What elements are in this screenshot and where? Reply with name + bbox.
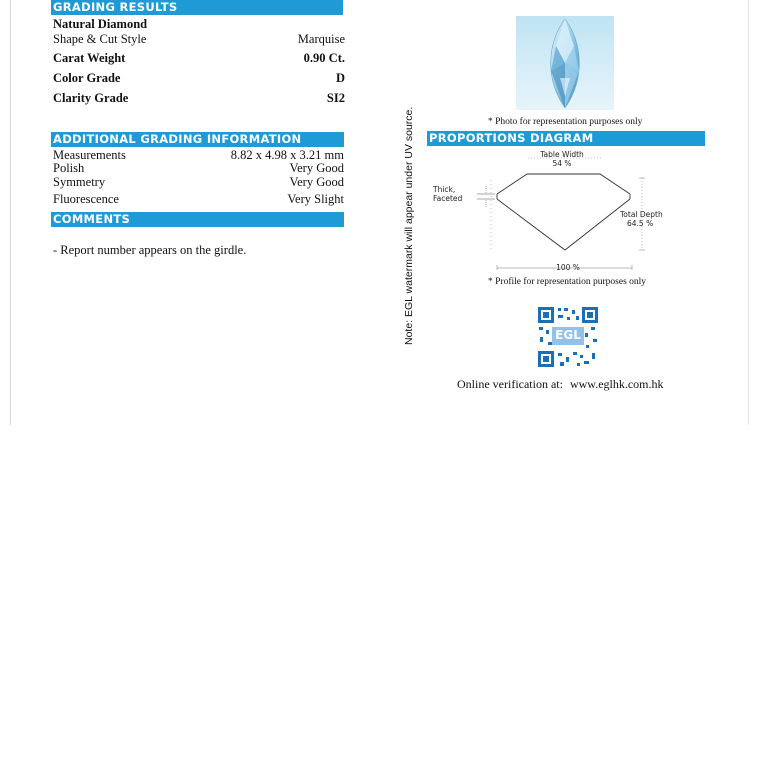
marquise-diamond-icon (516, 16, 614, 110)
clarity-grade-value: SI2 (326, 91, 345, 105)
verification-row (457, 377, 664, 392)
comments-text: - Report number appears on the girdle. (53, 243, 247, 257)
verification-label: Online verification at: (457, 377, 563, 391)
natural-diamond-label: Natural Diamond (53, 17, 148, 31)
carat-weight-value: 0.90 Ct. (303, 51, 345, 65)
table-width-value: 54 % (552, 159, 572, 168)
table-width-label: Table Width (540, 150, 584, 159)
page-edge-left (10, 0, 11, 425)
proportions-diagram (425, 150, 705, 270)
symmetry-value: Very Good (289, 175, 344, 189)
comments-header: COMMENTS (51, 212, 344, 227)
total-depth-value: 64.5 % (627, 219, 654, 228)
proportions-header: PROPORTIONS DIAGRAM (427, 131, 705, 146)
verification-qr-code[interactable] (536, 305, 600, 369)
grading-results-header: GRADING RESULTS (51, 0, 343, 15)
uv-watermark-note: Note: EGL watermark will appear under UV source. (403, 106, 415, 345)
qr-logo: EGL (555, 328, 581, 342)
girdle-label-faceted: Faceted (433, 194, 463, 203)
color-grade-value: D (335, 71, 345, 85)
additional-info-header: ADDITIONAL GRADING INFORMATION (51, 132, 344, 147)
photo-caption: * Photo for representation purposes only (488, 117, 643, 127)
verification-url[interactable]: www.eglhk.com.hk (569, 377, 664, 391)
girdle-label-thick: Thick, (433, 185, 456, 194)
fluorescence-value: Very Slight (287, 192, 344, 206)
shape-cut-label: Shape & Cut Style (53, 32, 147, 46)
symmetry-label: Symmetry (53, 175, 106, 189)
polish-label: Polish (53, 161, 85, 175)
clarity-grade-label: Clarity Grade (53, 91, 129, 105)
page-edge-right (748, 0, 749, 425)
measurements-value: 8.82 x 4.98 x 3.21 mm (230, 148, 344, 162)
carat-weight-label: Carat Weight (53, 51, 126, 65)
diamond-photo (516, 16, 614, 110)
measurements-label: Measurements (53, 148, 126, 162)
polish-value: Very Good (289, 161, 344, 175)
color-grade-label: Color Grade (53, 71, 121, 85)
width-value: 100 % (540, 263, 596, 272)
shape-cut-value: Marquise (297, 32, 345, 46)
fluorescence-label: Fluorescence (53, 192, 119, 206)
profile-caption: * Profile for representation purposes only (488, 277, 647, 287)
total-depth-label: Total Depth (620, 210, 663, 219)
